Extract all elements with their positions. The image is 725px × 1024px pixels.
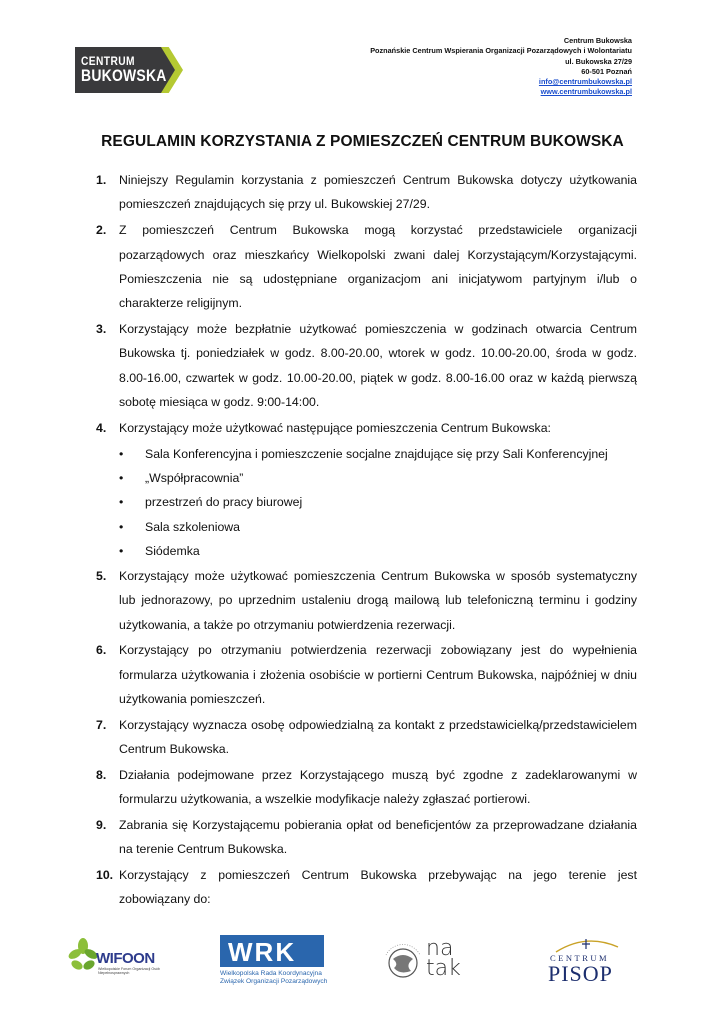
item-number: 7. [96, 717, 107, 732]
bullet-icon: • [119, 471, 124, 486]
natak-globe-icon [380, 939, 426, 985]
bullet-icon: • [119, 495, 124, 510]
centrum-bukowska-logo [75, 47, 183, 95]
item-number: 1. [96, 173, 107, 187]
header-full-name: Poznańskie Centrum Wspierania Organizacji Pozarządowych i Wolontariatu [370, 46, 632, 56]
header-city: 60-501 Poznań [581, 66, 632, 76]
item-number: 6. [96, 643, 107, 658]
list-item [96, 813, 637, 862]
wrk-letters: WRK [228, 937, 297, 967]
item-text: Korzystający może użytkować następujące pomieszczenia Centrum Bukowska: [119, 420, 551, 435]
logo-line-2: BUKOWSKA [81, 66, 167, 85]
list-item [96, 863, 637, 912]
room-name: przestrzeń do pracy biurowej [145, 495, 303, 510]
pisop-logo [546, 935, 626, 989]
wifoon-subtitle: Wielkopolskie Forum Organizacji Osób Niepełnosprawnych [98, 967, 160, 975]
regulation-list [96, 168, 637, 913]
wrk-logo [220, 935, 328, 989]
room-bullet-item [119, 515, 637, 539]
room-name: Siódemka [145, 544, 200, 559]
list-item [96, 416, 637, 440]
wrk-line-1: Wielkopolska Rada Koordynacyjna [220, 970, 322, 977]
natak-word-na: na [426, 936, 454, 961]
item-text: Korzystający po otrzymaniu potwierdzenia rezerwacji zobowiązany jest do wypełnienia formularza użytkowania i złożenia osobiście w portierni Centrum Bukowska, najpóźniej w dniu użytkowania pomieszczeń. [119, 643, 637, 707]
natak-wordmark [426, 936, 461, 981]
room-bullet-item [119, 539, 637, 563]
logo-line-1: CENTRUM [81, 54, 135, 68]
pisop-main-text: PISOP [548, 961, 613, 986]
item-number: 8. [96, 767, 107, 782]
item-text: Korzystający może bezpłatnie użytkować pomieszczenia w godzinach otwarcia Centrum Bukowska tj. poniedziałek w godz. 8.00-20.00, wtorek w godz. 10.00-20.00, środa w godz. 8.00-16.00, czwartek w godz. 10.00-20.00, piątek w godz. 8.00-16.00 oraz w każdą pierwszą sobotę miesiąca w godz. 9:00-14:00. [119, 322, 637, 410]
item-text: Działania podejmowane przez Korzystającego muszą być zgodne z zadeklarowanymi w formularzu użytkowania, a wszelkie modyfikacje należy zgłaszać portierowi. [119, 767, 637, 807]
list-item [96, 713, 637, 762]
item-number: 10. [96, 868, 114, 883]
wifoon-flower-icon [68, 938, 98, 978]
wrk-line-2: Związek Organizacji Pozarządowych [220, 978, 328, 985]
header-street: ul. Bukowska 27/29 [565, 56, 632, 66]
header-address [370, 36, 632, 98]
room-name: Sala szkoleniowa [145, 519, 241, 534]
room-name: Sala Konferencyjna i pomieszczenie socjalne znajdujące się przy Sali Konferencyjnej [145, 446, 608, 461]
bullet-icon: • [119, 544, 124, 559]
header-email-link[interactable]: info@centrumbukowska.pl [538, 77, 632, 87]
item-number: 2. [96, 223, 107, 238]
room-bullet-item [119, 490, 637, 514]
natak-logo [380, 937, 470, 987]
room-name: „Współpracownia” [145, 471, 244, 486]
natak-word-tak: tak [426, 956, 461, 981]
list-item [96, 564, 637, 637]
wifoon-logo [68, 936, 168, 982]
header-website-link[interactable]: www.centrumbukowska.pl [540, 87, 632, 97]
list-item [96, 763, 637, 812]
item-text: Zabrania się Korzystającemu pobierania opłat od beneficjentów za przeprowadzane działania na terenie Centrum Bukowska. [119, 817, 637, 857]
item-text: Korzystający z pomieszczeń Centrum Bukowska przebywając na jego terenie jest zobowiązany do: [119, 868, 637, 907]
item-text: Z pomieszczeń Centrum Bukowska mogą korzystać przedstawiciele organizacji pozarządowych oraz mieszkańcy Wielkopolski zwani dalej Korzystającym/Korzystającymi. Pomieszczenia nie są udostępniane organizacjom ani inicjatywom partyjnym i/lub o charakterze religijnym. [119, 223, 637, 311]
item-number: 5. [96, 568, 107, 583]
room-bullet-item [119, 442, 637, 466]
pisop-top-text: CENTRUM [550, 953, 610, 963]
item-number: 3. [96, 322, 107, 337]
wifoon-name: WIFOON [96, 950, 155, 967]
item-text: Niniejszy Regulamin korzystania z pomieszczeń Centrum Bukowska dotyczy użytkowania pomieszczeń znajdujących się przy ul. Bukowskiej 27/29. [119, 173, 637, 212]
header-org: Centrum Bukowska [563, 36, 632, 45]
bullet-icon: • [119, 519, 124, 534]
pisop-arc-icon [546, 935, 626, 955]
list-item [96, 218, 637, 316]
room-bullet-item [119, 466, 637, 490]
item-number: 4. [96, 420, 107, 435]
item-text: Korzystający wyznacza osobę odpowiedzialną za kontakt z przedstawicielką/przedstawicielem Centrum Bukowska. [119, 717, 637, 757]
item-text: Korzystający może użytkować pomieszczenia Centrum Bukowska w sposób systematyczny lub jednorazowy, po uprzednim ustaleniu drogą mailową lub telefoniczną terminu i godziny użytkowania, a także po otrzymaniu potwierdzenia rezerwacji. [119, 568, 637, 632]
document-title: REGULAMIN KORZYSTANIA Z POMIESZCZEŃ CENTRUM BUKOWSKA [101, 133, 624, 150]
list-item [96, 638, 637, 711]
list-item [96, 317, 637, 415]
item-number: 9. [96, 817, 107, 832]
bullet-icon: • [119, 446, 124, 461]
list-item [96, 168, 637, 217]
